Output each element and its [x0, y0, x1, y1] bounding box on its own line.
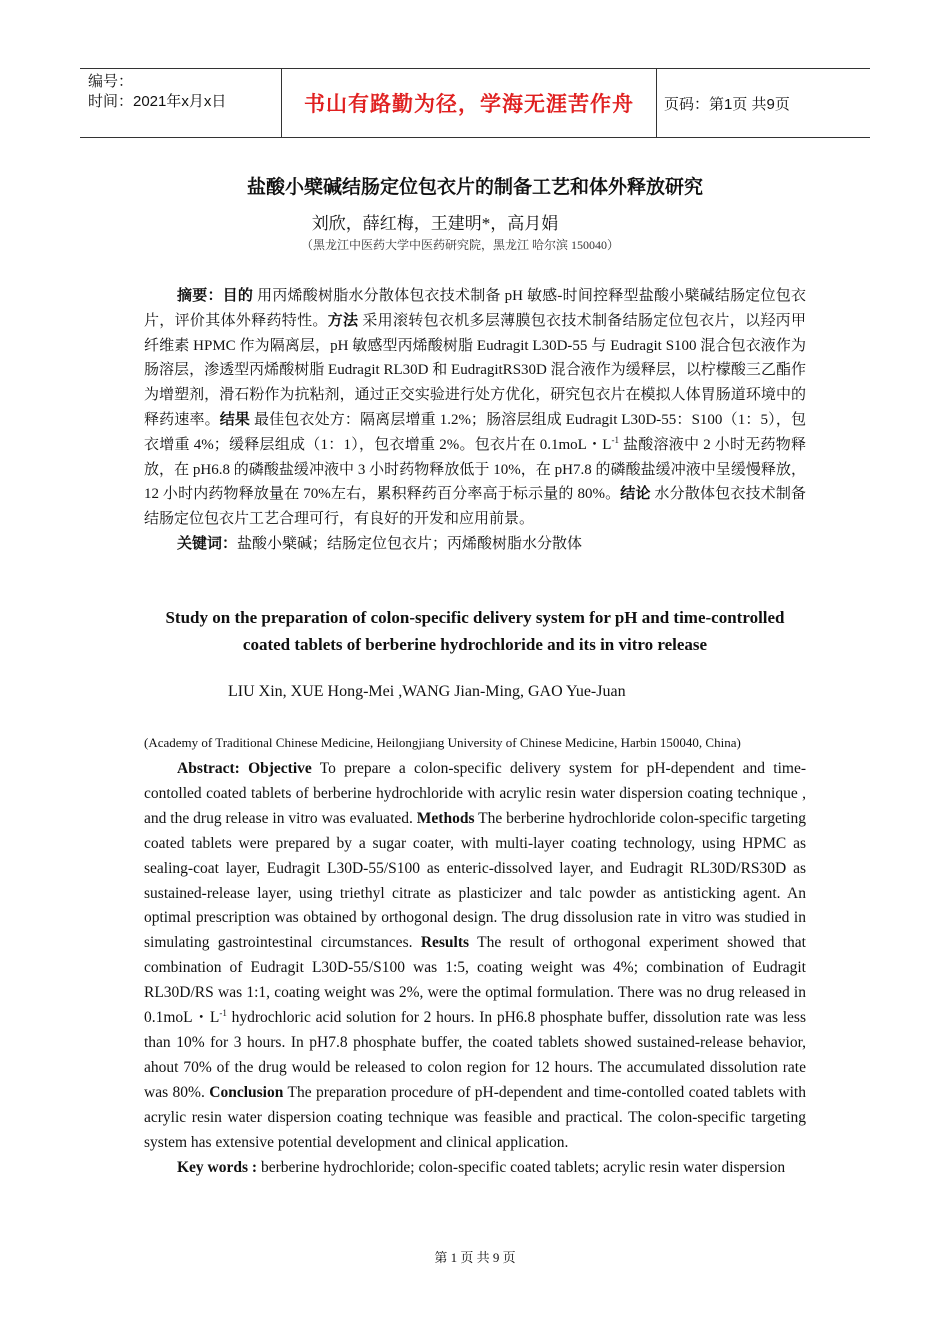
methods-label-cn: 方法: [327, 311, 359, 329]
keywords-text-en: berberine hydrochloride; colon-specific coated tablets; acrylic resin water dispersion: [257, 1158, 786, 1176]
abstract-label-en: Abstract: Objective: [177, 760, 312, 777]
results-text-en-b: hydrochloric acid solution for 2 hours. In pH6.8 phosphate buffer, dissolution rate was less than 10% for 3 hours. In pH7.8 phosphate buffer, the coated tablets showed sustained-release behavior, ahout 70% of the drug would be released to colon region for 12 hours. The accumulated dissolution rate was 80%.: [144, 1009, 806, 1101]
header-page-info: 页码：第1页 共9页: [664, 95, 790, 113]
serial-label: 编号：: [88, 73, 134, 90]
page-footer: 第 1 页 共 9 页: [434, 1250, 516, 1265]
objective-text-cn: 用丙烯酸树脂水分散体包衣技术制备 pH 敏感-时间控释型盐酸小檗碱结肠定位包衣片，评价其体外释药特性。: [144, 288, 806, 329]
conclusion-label-cn: 结论: [620, 485, 651, 503]
abstract-en-paragraph: [144, 757, 806, 1156]
results-label-cn: 结果: [219, 410, 251, 428]
keywords-en: [144, 1156, 806, 1181]
methods-label-en: Methods: [416, 809, 475, 827]
affiliation-cn: （黑龙江中医药大学中医药研究院，黑龙江 哈尔滨 150040）: [300, 238, 619, 252]
paper-title-cn: 盐酸小檗碱结肠定位包衣片的制备工艺和体外释放研究: [246, 177, 703, 198]
authors-cn: 刘欣，薛红梅，王建明*，高月娟: [311, 214, 559, 233]
keywords-cn: [144, 532, 806, 557]
header-meta: [88, 72, 283, 112]
conclusion-text-cn: 水分散体包衣技术制备结肠定位包衣片工艺合理可行，有良好的开发和应用前景。: [144, 486, 806, 528]
page-header: [80, 68, 870, 138]
authors-en: LIU Xin, XUE Hong-Mei ,WANG Jian-Ming, GAO Yue-Juan: [228, 683, 626, 700]
abstract-en: [144, 757, 806, 1180]
results-sup-cn: -1: [611, 434, 619, 445]
abstract-cn: [144, 284, 806, 557]
keywords-label-cn: 关键词：: [177, 534, 238, 552]
header-divider: [656, 69, 657, 137]
conclusion-label-en: Conclusion: [209, 1083, 284, 1101]
abstract-label-cn: 摘要：: [177, 287, 223, 304]
objective-label-cn: 目的: [222, 287, 254, 304]
results-label-en: Results: [420, 934, 470, 952]
conclusion-text-en: The preparation procedure of pH-dependent and time-contolled coated tablets with acrylic resin water dispersion coating technique was feasible and practical. The colon-specific targeting system has extensive potential development and clinical application.: [144, 1083, 806, 1151]
methods-text-cn: 采用滚转包衣机多层薄膜包衣技术制备结肠定位包衣片，以羟丙甲纤维素 HPMC 作为隔离层，pH 敏感型丙烯酸树脂 Eudragit L30D-55 与 Eudragit S100 混合包衣液作为肠溶层，渗透型丙烯酸树脂 Eudragit RL30D 和 EudragitRS30D 混合液作为缓释层，以柠檬酸三乙酯作为增塑剂，滑石粉作为抗粘剂，通过正交实验进行处方优化，研究包衣片在模拟人体胃肠道环境中的释药速率。: [144, 312, 806, 428]
objective-text-en: To prepare a colon-specific delivery system for pH-dependent and time-contolled coated tablets of berberine hydrochloride with acrylic resin water dispersion coating technique , and the drug release in vitro was evaluated.: [144, 760, 806, 827]
results-text-cn-a: 最佳包衣处方：隔离层增重 1.2%；肠溶层组成 Eudragit L30D-55：S100（1：5），包衣增重 4%；缓释层组成（1：1），包衣增重 2%。包衣片在 0.1moL・L: [144, 411, 806, 453]
abstract-cn-paragraph: [144, 284, 806, 532]
results-text-cn-b: 盐酸溶液中 2 小时无药物释放，在 pH6.8 的磷酸盐缓冲液中 3 小时药物释放低于 10%，在 pH7.8 的磷酸盐缓冲液中呈缓慢释放，12 小时内药物释放量在 70%左右，累积释药百分率高于标示量的 80%。: [144, 436, 806, 503]
results-sup-en: -1: [219, 1007, 227, 1018]
keywords-text-cn: 盐酸小檗碱；结肠定位包衣片；丙烯酸树脂水分散体: [237, 535, 583, 552]
paper-title-en: Study on the preparation of colon-specific delivery system for pH and time-controlled coated tablets of berberine hydrochloride and its in vitro release: [165, 608, 785, 654]
results-text-en-a: The result of orthogonal experiment showed that combination of Eudragit L30D-55/S100 was 1:5, coating weight was 4%; combination of Eudragit RL30D/RS was 1:1, coating weight was 2%, were the optimal formulation. There was no drug released in 0.1moL・L: [144, 934, 806, 1027]
keywords-label-en: Key words :: [177, 1158, 258, 1176]
affiliation-en: (Academy of Traditional Chinese Medicine, Heilongjiang University of Chinese Medicine, Harbin 150040, China): [144, 735, 741, 750]
header-motto: 书山有路勤为径，学海无涯苦作舟: [304, 93, 634, 116]
methods-text-en: The berberine hydrochloride colon-specific targeting coated tablets were prepared by a sugar coater, with multi-layer coating technology, using HPMC as sealing-coat layer, Eudragit L30D-55/S100 as enteric-dissolved layer, and Eudragit RL30D/RS30D as sustained-release layer, using triethyl citrate as plasticizer and talc powder as antisticking agent. An optimal prescription was obtained by orthogonal design. The drug dissolusion rate in vitro was studied in simulating gastrointestinal circumstances.: [144, 809, 806, 952]
date-label: 时间：2021年x月x日: [88, 93, 227, 110]
